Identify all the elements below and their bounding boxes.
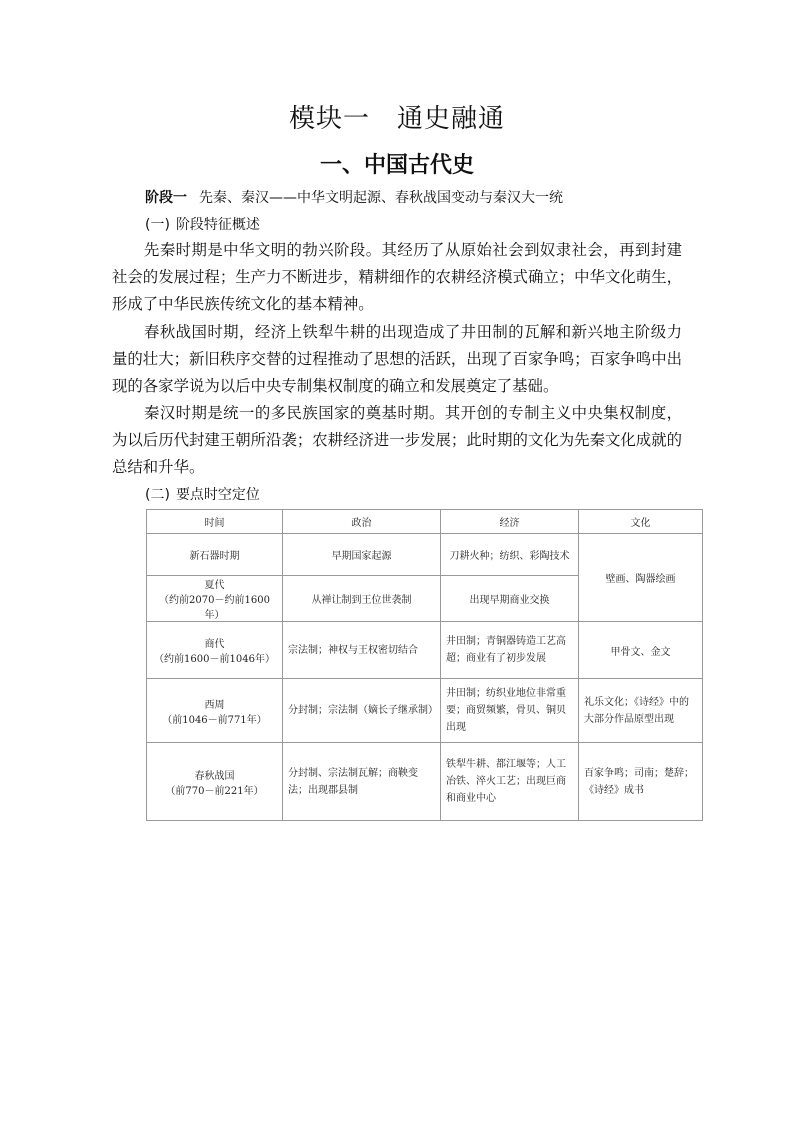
cell-period [147, 743, 283, 821]
cell-culture: 壁画、陶器绘画 [579, 534, 703, 622]
period-range: （前770－前221年） [165, 785, 264, 797]
period-name: 商代 [204, 639, 225, 650]
part2-heading [145, 484, 260, 504]
table-row [147, 679, 703, 743]
cell-politics: 分封制；宗法制（嫡长子继承制） [283, 679, 441, 743]
cell-economy: 出现早期商业交换 [441, 576, 579, 622]
header-culture: 文化 [579, 510, 703, 534]
cell-politics: 从禅让制到王位世袭制 [283, 576, 441, 622]
table-row [147, 622, 703, 679]
cell-economy: 刀耕火种；纺织、彩陶技术 [441, 534, 579, 576]
part2-title: 要点时空定位 [175, 487, 260, 503]
stage-heading [145, 187, 563, 207]
part1-number: (一) [145, 217, 170, 233]
table-row [147, 534, 703, 576]
paragraph-spring-autumn: 春秋战国时期，经济上铁犁牛耕的出现造成了井田制的瓦解和新兴地主阶级力量的壮大；新旧秩序交替的过程推动了思想的活跃，出现了百家争鸣；百家争鸣中出现的各家学说为以后中央专制集权制度的确立和发展奠定了基础。 [112, 323, 682, 395]
cell-economy: 铁犁牛耕、都江堰等；人工冶铁、淬火工艺；出现巨商和商业中心 [441, 743, 579, 821]
cell-politics: 早期国家起源 [283, 534, 441, 576]
part2-number: (二) [145, 487, 170, 503]
cell-economy: 井田制；纺织业地位非常重要；商贸频繁，骨贝、铜贝出现 [441, 679, 579, 743]
part1-heading [145, 214, 260, 234]
period-range: （约前2070－约前1600年） [159, 595, 270, 621]
header-politics: 政治 [283, 510, 441, 534]
paragraph-qin-han: 秦汉时期是统一的多民族国家的奠基时期。其开创的专制主义中央集权制度，为以后历代封建王朝所沿袭；农耕经济进一步发展；此时期的文化为先秦文化成就的总结和升华。 [112, 404, 682, 476]
cell-culture: 甲骨文、金文 [579, 622, 703, 679]
period-name: 西周 [204, 699, 225, 711]
cell-period [147, 534, 283, 576]
timeline-table [146, 509, 703, 821]
paragraph-pre-qin: 先秦时期是中华文明的勃兴阶段。其经历了从原始社会到奴隶社会，再到封建社会的发展过程；生产力不断进步，精耕细作的农耕经济模式确立；中华文化萌生，形成了中华民族传统文化的基本精神。 [112, 241, 682, 313]
cell-politics: 宗法制；神权与王权密切结合 [283, 622, 441, 679]
part1-title: 阶段特征概述 [175, 217, 260, 233]
table-row [147, 743, 703, 821]
period-range: （约前1600－前1046年） [154, 654, 275, 665]
period-range: （前1046－前771年） [162, 714, 267, 726]
section-title: 一、中国古代史 [319, 153, 474, 178]
cell-culture: 百家争鸣；司南；楚辞；《诗经》成书 [579, 743, 703, 821]
cell-period [147, 679, 283, 743]
table-header-row [147, 510, 703, 534]
header-economy: 经济 [441, 510, 579, 534]
header-time: 时间 [147, 510, 283, 534]
stage-label: 阶段一 [145, 190, 187, 206]
cell-period [147, 576, 283, 622]
module-title: 模块一 通史融通 [288, 104, 505, 134]
stage-title: 先秦、秦汉——中华文明起源、春秋战国变动与秦汉大一统 [199, 190, 563, 206]
period-name: 春秋战国 [194, 770, 235, 782]
cell-politics: 分封制、宗法制瓦解；商鞅变法；出现郡县制 [283, 743, 441, 821]
cell-period [147, 622, 283, 679]
cell-economy: 井田制；青铜器铸造工艺高超；商业有了初步发展 [441, 622, 579, 679]
period-name: 新石器时期 [189, 551, 240, 562]
cell-culture: 礼乐文化；《诗经》中的大部分作品原型出现 [579, 679, 703, 743]
period-name: 夏代 [204, 580, 225, 591]
